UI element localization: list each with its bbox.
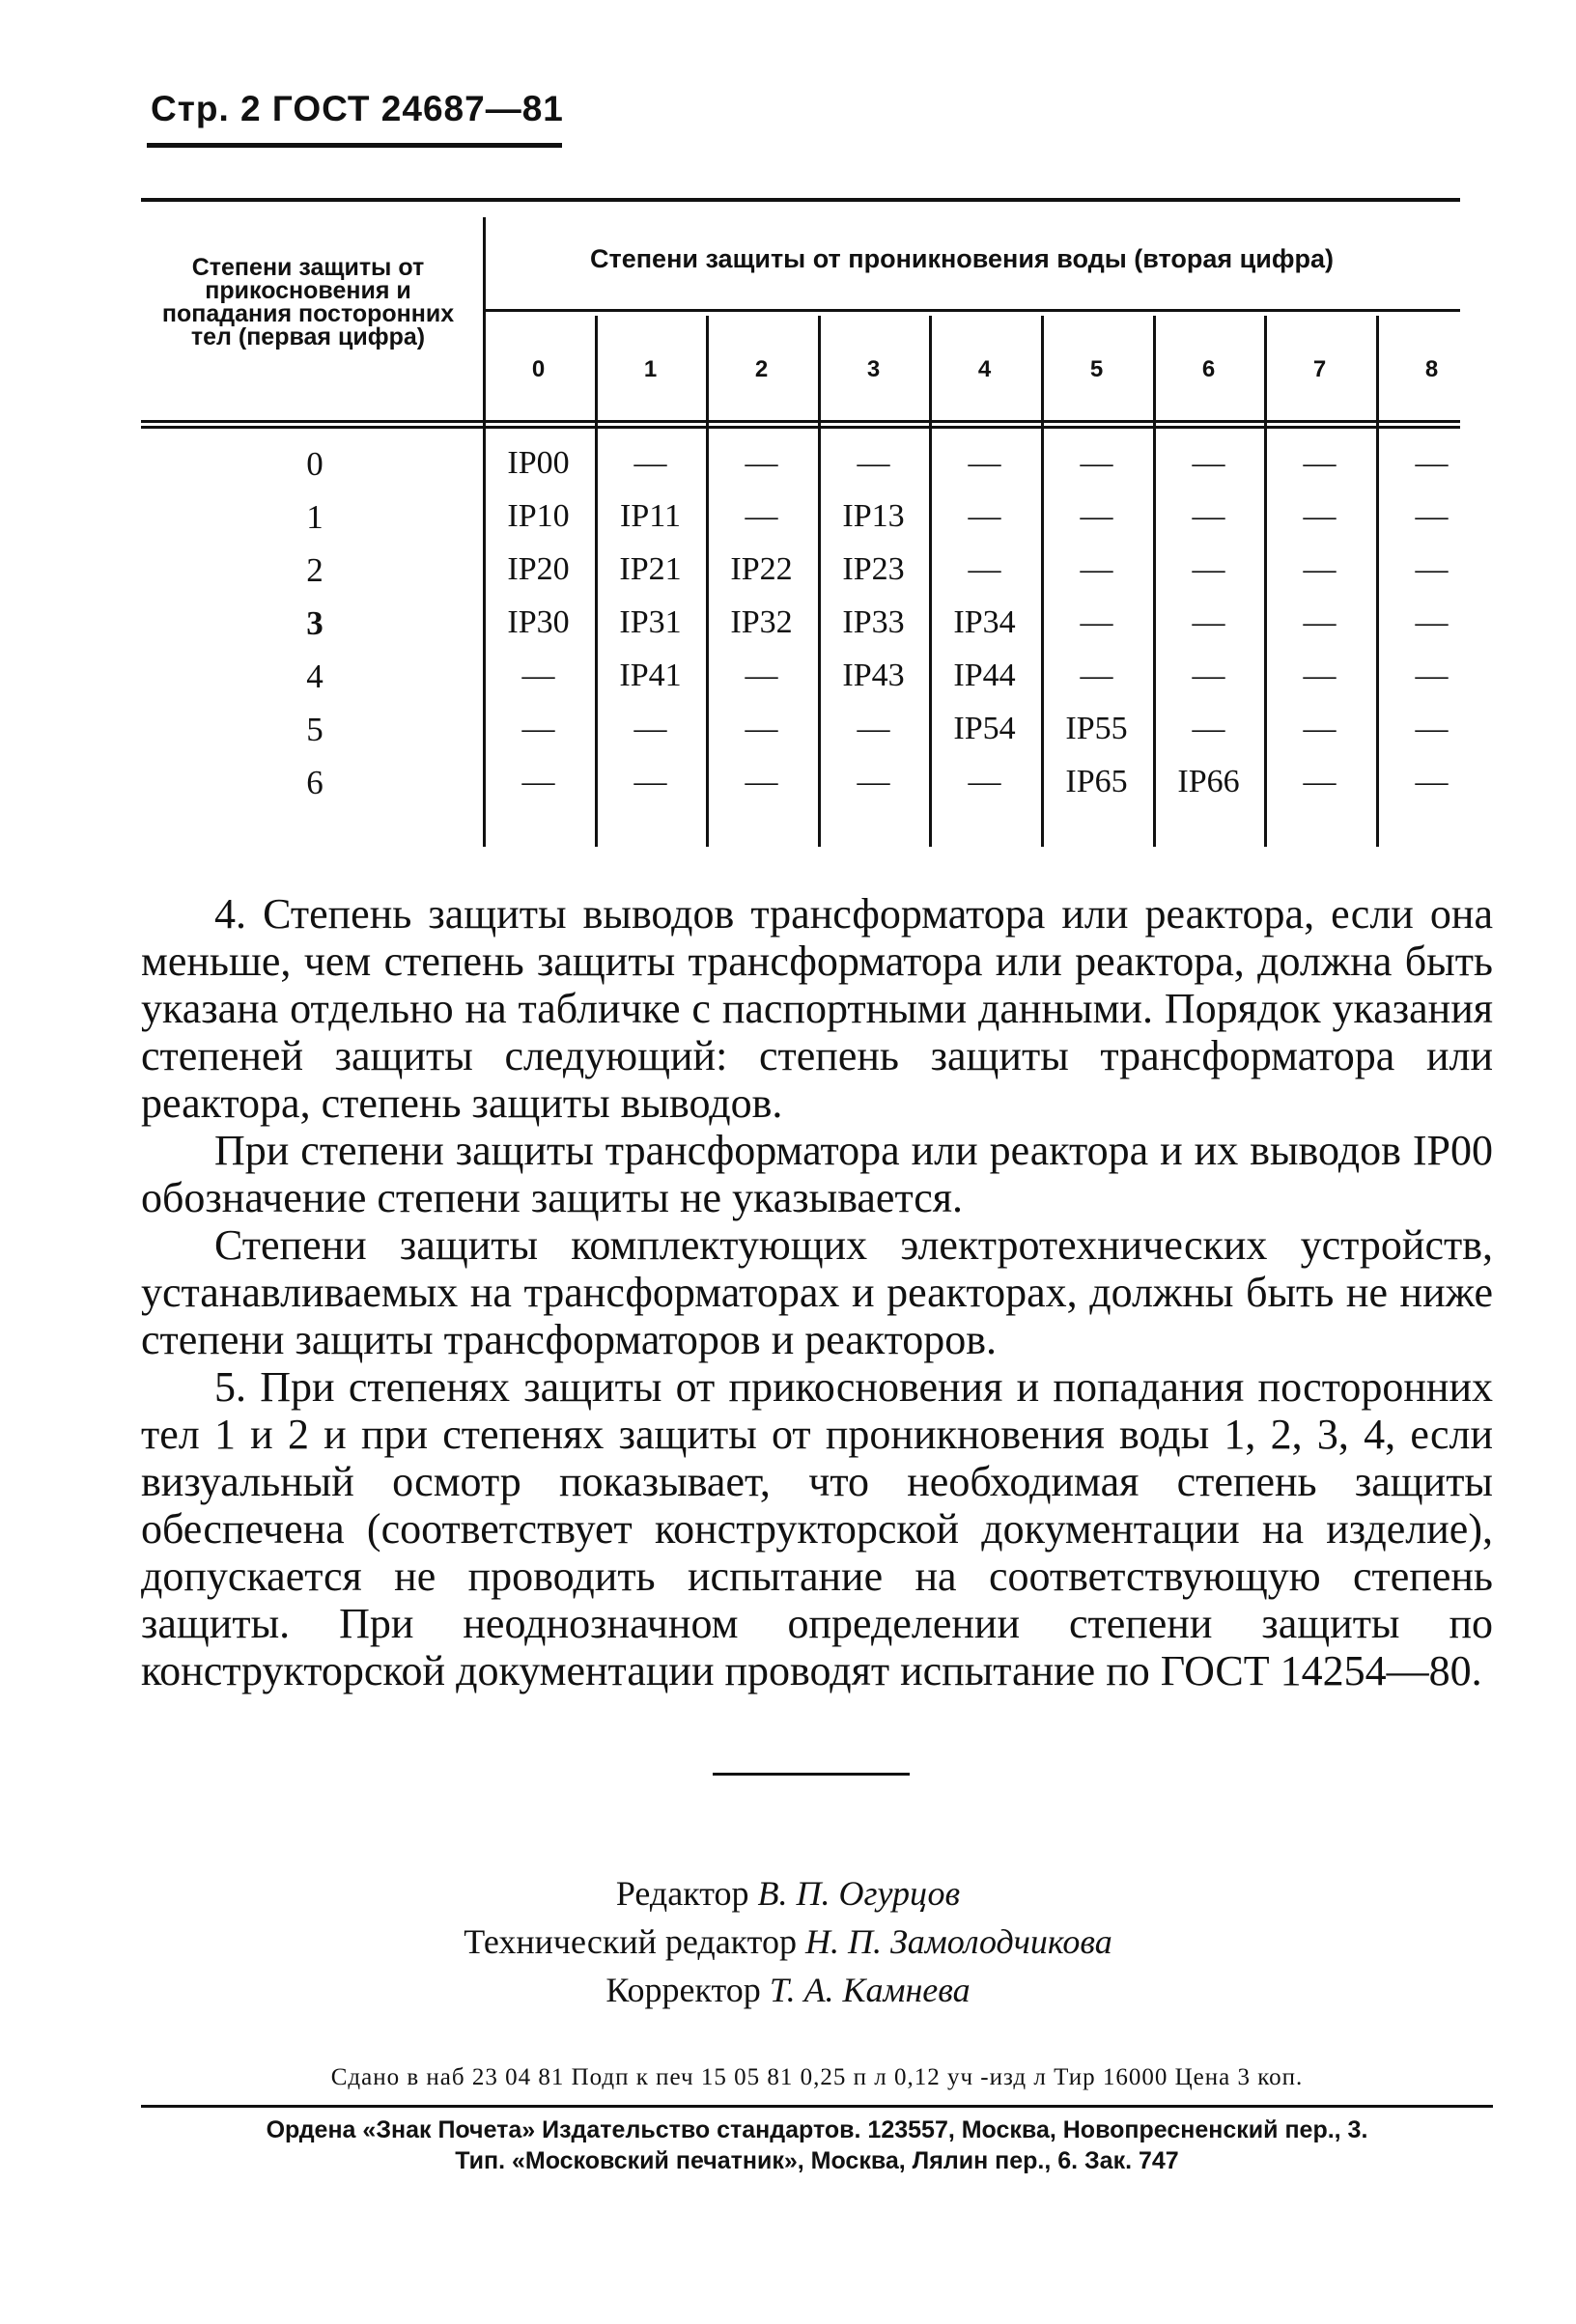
table-cell: IP41 (619, 658, 682, 693)
column-number: 0 (531, 356, 546, 382)
table-cell: IP34 (953, 604, 1016, 640)
table-cell: — (1303, 445, 1337, 481)
column-number: 2 (754, 356, 769, 382)
table-cell: — (1192, 445, 1225, 481)
table-cell: — (1415, 764, 1449, 799)
corrector-role: Корректор (605, 1971, 761, 2009)
table-cell: — (1192, 658, 1225, 693)
table-cell: — (1303, 551, 1337, 587)
table-cell: — (1080, 498, 1113, 534)
header-rule (147, 143, 562, 148)
column-number: 4 (977, 356, 992, 382)
table-header-bottom-rule-2 (141, 426, 1460, 429)
paragraph-components: Степени защиты комплектующих электротехнических устройств, устанавливаемых на трансформаторах и реакторах, должны быть не ниже степени защиты трансформаторов и реакторов. (141, 1221, 1493, 1363)
row-number: 0 (306, 445, 324, 483)
row-number: 6 (306, 764, 324, 801)
table-cell: — (745, 711, 778, 746)
table-cell: — (1080, 658, 1113, 693)
row-number: 2 (306, 551, 324, 589)
table-cell: IP20 (507, 551, 570, 587)
corrector-name: Т. А. Камнева (769, 1971, 971, 2009)
table-cell: IP00 (507, 445, 570, 481)
table-cell: — (968, 445, 1001, 481)
table-cell: — (1303, 604, 1337, 640)
table-cell: — (1303, 764, 1337, 799)
table-cell: — (1080, 445, 1113, 481)
corrector-line (0, 1966, 1576, 2014)
table-cell: — (633, 764, 667, 799)
editor-name: В. П. Огурцов (757, 1874, 961, 1913)
table-column-divider (1041, 316, 1044, 847)
table-cell: IP65 (1065, 764, 1128, 799)
table-cell: — (633, 445, 667, 481)
table-cell: — (1080, 604, 1113, 640)
table-cell: — (1415, 658, 1449, 693)
imprint-line: Сдано в наб 23 04 81 Подп к печ 15 05 81 0,25 п л 0,12 уч -изд л Тир 16000 Цена 3 коп. (330, 2064, 1304, 2090)
table-header-divider (483, 309, 1460, 312)
paragraph-ip00: При степени защиты трансформатора или реактора и их выводов IP00 обозначение степени защиты не указывается. (141, 1127, 1493, 1221)
table-column-divider (1376, 316, 1379, 847)
table-cell: — (521, 658, 555, 693)
table-cell: IP11 (620, 498, 681, 534)
table-cell: — (745, 764, 778, 799)
table-cell: IP13 (842, 498, 905, 534)
table-cell: IP31 (619, 604, 682, 640)
tech-editor-role: Технический редактор (464, 1922, 797, 1961)
table-column-divider (818, 316, 821, 847)
table-column-divider (929, 316, 932, 847)
table-cell: — (521, 764, 555, 799)
table-cell: — (1303, 711, 1337, 746)
table-cell: — (1080, 551, 1113, 587)
table-column-divider (706, 316, 709, 847)
table-cell: — (1303, 498, 1337, 534)
publisher-line-1: Ордена «Знак Почета» Издательство стандартов. 123557, Москва, Новопресненский пер., 3. (266, 2116, 1368, 2143)
page-header: Стр. 2 ГОСТ 24687—81 (151, 89, 564, 128)
table-cell: — (1415, 498, 1449, 534)
table-cell: IP44 (953, 658, 1016, 693)
table-cell: IP22 (730, 551, 793, 587)
paragraph-4: 4. Степень защиты выводов трансформатора или реактора, если она меньше, чем степень защиты трансформатора или реактора, должна быть указана отдельно на табличке с паспортными данными. Порядок указания степеней защиты следующий: степень защиты трансформатора или реактора, степень защиты выводов. (141, 890, 1493, 1127)
table-cell: IP55 (1065, 711, 1128, 746)
separator-rule (713, 1773, 910, 1776)
table-cell: — (857, 711, 890, 746)
table-cell: — (857, 445, 890, 481)
table-column-divider (595, 316, 598, 847)
first-digit-header: Степени защиты от прикосновения и попадания посторонних тел (первая цифра) (161, 254, 455, 350)
column-number: 1 (643, 356, 658, 382)
column-number: 3 (866, 356, 881, 382)
row-number: 3 (306, 604, 324, 642)
table-column-divider (1153, 316, 1156, 847)
table-cell: — (857, 764, 890, 799)
editor-line (0, 1869, 1576, 1918)
table-cell: IP10 (507, 498, 570, 534)
table-cell: — (1192, 604, 1225, 640)
row-number: 1 (306, 498, 324, 536)
table-cell: — (968, 551, 1001, 587)
table-cell: IP21 (619, 551, 682, 587)
ip-protection-table (141, 198, 1460, 847)
row-number: 5 (306, 711, 324, 748)
table-cell: IP43 (842, 658, 905, 693)
table-cell: — (1192, 711, 1225, 746)
table-cell: — (745, 445, 778, 481)
table-cell: IP54 (953, 711, 1016, 746)
row-number: 4 (306, 658, 324, 695)
tech-editor-line (0, 1918, 1576, 1966)
table-top-rule (141, 198, 1460, 202)
table-header-bottom-rule (141, 420, 1460, 423)
column-number: 7 (1312, 356, 1327, 382)
paragraph-5: 5. При степенях защиты от прикосновения и попадания посторонних тел 1 и 2 и при степенях защиты от проникновения воды 1, 2, 3, 4, если визуальный осмотр показывает, что необходимая степень защиты обеспечена (соответствует конструкторской документации на изделие), допускается не проводить испытание на соответствующую степень защиты. При неоднозначном определении степени защиты по конструкторской документации проводят испытание по ГОСТ 14254—80. (141, 1363, 1493, 1694)
table-cell: IP23 (842, 551, 905, 587)
table-cell: IP32 (730, 604, 793, 640)
credits (0, 1869, 1576, 2014)
editor-role: Редактор (615, 1874, 749, 1913)
table-cell: — (968, 764, 1001, 799)
table-cell: — (633, 711, 667, 746)
table-cell: — (1192, 551, 1225, 587)
footer-rule (141, 2105, 1493, 2108)
tech-editor-name: Н. П. Замолодчикова (804, 1922, 1112, 1961)
table-column-divider (1264, 316, 1267, 847)
column-number: 5 (1089, 356, 1104, 382)
table-cell: — (1415, 604, 1449, 640)
body-text (141, 890, 1493, 1694)
table-cell: — (521, 711, 555, 746)
table-cell: — (1192, 498, 1225, 534)
table-cell: IP30 (507, 604, 570, 640)
table-cell: — (1415, 445, 1449, 481)
table-cell: — (1415, 711, 1449, 746)
publisher-info (141, 2114, 1493, 2176)
table-cell: — (1415, 551, 1449, 587)
table-cell: IP66 (1177, 764, 1240, 799)
table-cell: IP33 (842, 604, 905, 640)
table-cell: — (968, 498, 1001, 534)
table-cell: — (745, 658, 778, 693)
publisher-line-2: Тип. «Московский печатник», Москва, Лялин пер., 6. Зак. 747 (455, 2147, 1179, 2174)
table-cell: — (745, 498, 778, 534)
column-number: 8 (1424, 356, 1439, 382)
column-number: 6 (1201, 356, 1216, 382)
table-cell: — (1303, 658, 1337, 693)
second-digit-header: Степени защиты от проникновения воды (вторая цифра) (590, 244, 1334, 273)
